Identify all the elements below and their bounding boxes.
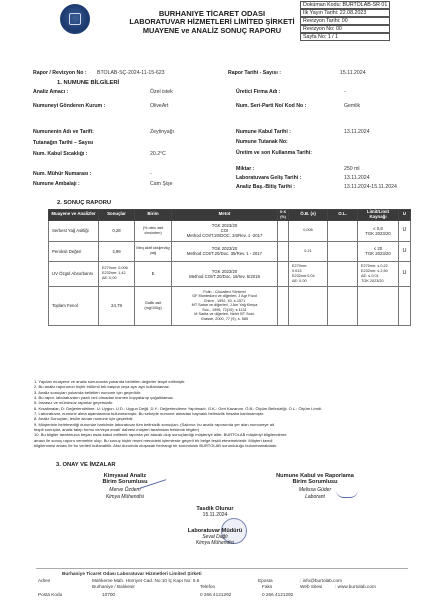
lab-arrival-date-label: Laboratuvara Geliş Tarihi : [236,175,302,181]
report-notes [34,379,414,448]
note-line: bilgilenmesi amacı ile bu verileri kullanabilir. Aksi durumda oluşacak herhangi bir sorumluluk BURTOLAB sorumluluğu bulunmamaktadır. [34,443,278,449]
acceptance-temp-value: 20.2°C [150,151,166,157]
table-row [49,286,411,325]
manufacturer-label: Üretici Firma Adı : [236,89,281,95]
footer-address-label: Adres [38,578,51,583]
col-uncertainty-header: Ö.B. (±) [289,210,328,221]
footer-address-line1: Mahkeme Mah. Hürriyet Cad. No:10 İç Kapı No: 5.6 [92,578,200,583]
evaluation-value: U [399,261,411,286]
limit-source-value: ≤ 20 TGK 2023/20 [358,241,399,261]
col-limit-of-measurement-header: O.L. [328,210,358,221]
method-value: TGK 2023/20 Method COI/T.20/Doc. 35/Rev. 1 - 2017 [172,241,278,261]
footer-phone-label: Telefon [200,584,216,589]
uncertainty-value [289,286,328,325]
sig-role: Kimya Mühendisi [105,493,145,500]
evaluation-value: U [399,220,411,241]
acceptance-temp-label: Num. Kabul Sıcaklığı : [33,151,88,157]
analysis-name: Peroksit Değeri [49,241,99,261]
note-line: 6. Kısaltmalar; D: Değerlendirilme. U: Uygun. U.D.: Uygun Değil. D.Y.: Değerlendirme Yapılmadı. G.K.: Geri Kazanım. Ö.B.: Ölçüm Belirsizliği. O.L.: Ölçüm Limiti. [34,405,322,411]
method-value: TGK 2023/20 Method COI/T.20/Doc. 19/rev. 5/2019 [172,261,278,286]
limit-of-measurement-value [328,261,358,286]
table-row [49,220,411,241]
unit-value: E [135,261,172,286]
note-line: 2. Bu analiz raporunun hiçbir bölümü tek başına veya ayrı ayrı kullanılamaz. [34,384,170,390]
batch-no-label: Num. Seri-Parti No/ Kod No : [236,103,307,109]
note-line: 7. Laboratuvar, numune alma aşamasında bulunmamıştır. Bu sebeple numune almadan kaynaklı belirsizlik hesaba katılmamıştır. [34,411,265,417]
evaluation-value: U [399,241,411,261]
sample-protocol-label: Numune Tutanak No: [236,139,288,145]
sender-org-label: Numuneyi Gönderen Kurum : [33,103,106,109]
sig-title: Kimyasal Analiz [103,473,147,479]
report-protocol-label: Tutanağın Tarihi – Sayısı [33,140,94,146]
col-limit-source-header: Limit/Limit Kaynağı [358,210,399,221]
note-line: 1. Yapılan muayene ve analiz sonucunda yukarıda belirtilen değerler tespit edilmiştir. [34,379,186,384]
analysis-name: UV Özgül Absorbansı [49,261,99,286]
packaging-label: Numune Ambalajı : [33,181,80,187]
acceptance-date-value: 13.11.2024 [344,129,370,135]
sig-name: Melissa Güder [298,487,332,494]
limit-of-measurement-value [328,220,358,241]
footer-email-label: Eposta [258,578,273,583]
footer-company: Burhaniye Ticaret Odası Laboratuvar Hizmetleri Limited Şirketi [62,571,202,576]
limit-source-value: ≤ 0,8 TGK 2023/20 [358,220,399,241]
recovery-value [278,241,289,261]
result-value: 24,79 [99,286,135,325]
limit-source-value: E270nm: ≤ 0,22 E232nm: ≤ 2,50 ΔE: ≤ 0,01 TGK 2023/20 [358,261,399,286]
unit-value: Gallik asit (mg/100g) [135,286,172,325]
sig-role: Kimya Mühendisi [195,540,235,547]
result-value: 0,28 [99,220,135,241]
col-unit-header: Birim [135,210,172,221]
manufacturer-value: - [344,89,346,95]
analysis-purpose-label: Analiz Amacı : [33,89,69,95]
report-no-value: BTOLAB-SÇ-2024-11-15-623 [97,70,165,76]
footer-postal-value: 10700 [102,592,116,597]
quantity-value: 250 ml [344,166,360,172]
sample-name-value: Zeytinyağı [150,129,174,135]
analysis-name: Serbest Yağ Asitliği [49,220,99,241]
company-name-line2: LABORATUVAR HİZMETLERİ LİMİTED ŞİRKETİ [129,17,295,26]
section-sample-info-title: 1. NUMUNE BİLGİLERİ [57,80,120,86]
footer-divider [36,568,408,569]
lab-manager-signature-block [150,528,280,547]
certified-title: Tasdik Olunur [196,506,234,512]
note-line: 9. Müşterinin belirtmediği durumlar haricinde laboratuvar tüm belirsizlik sonuçları. (Sakınız: bu analiz raporunda yer alan numuneye ait [34,421,275,427]
sig-role: Laborant [305,493,325,500]
uncertainty-value: E270nm: 0.013 E232nm:0.04 ΔE: 0.00 [289,261,328,286]
table-row [49,241,411,261]
footer-fax-label: Faks [262,584,273,589]
limit-of-measurement-value [328,241,358,261]
section-results-title: 2. SONUÇ RAPORU [57,200,112,206]
sig-title: Laboratuvar Müdürü [187,528,243,534]
acceptance-date-label: Numune Kabul Tarihi : [236,129,291,135]
certified-date: 15.11.2024 [202,512,228,519]
recovery-value [278,220,289,241]
result-value: 4,99 [99,241,135,261]
analysis-purpose-value: Özel istek [150,89,173,95]
production-expiry-label: Üretim ve son Kullanma Tarihi: [236,150,313,156]
revision-date: Revizyon Tarihi: 00 [300,17,390,25]
unit-value: Meq aktif oksijen/kg yağ [135,241,172,261]
table-header-row [49,210,411,221]
note-line: 8. Analiz Sonuçları, lesilm alınan numune için geçerlidir. [34,416,134,422]
footer-phone-value: 0 266 4121292 [200,592,232,597]
sample-acceptance-signature-block [250,473,380,500]
page-no: Sayfa No: 1 / 1 [300,33,390,41]
revision-no: Revizyon No: 00 [300,25,390,33]
table-row [49,261,411,286]
recovery-value [278,261,289,286]
quantity-label: Miktar : [236,166,255,172]
method-value: Folin - Ciocalteu Yöntemi GF Montedoro ve diğerleri, J Agr Food Chem , 1992, 40, s.1571 MT Satue ve diğerleri, J Am Yağ Kimya Soc., 1995, 72(10), s.1131 M Sarita ve diğerleri, Nehir BT Sost. Grasse, 2000, 77 (9), s. 585 [172,286,278,325]
limit-of-measurement-value [328,286,358,325]
packaging-value: Cam Şişe [150,181,173,187]
sample-name-label: Numunenin Adı ve Tarifi: [33,129,94,135]
note-line: tespit sonuçlar, analiz talep formu ve/veya email' dahresi müşteri tarafından beklendi bilgiler) [34,427,200,433]
uncertainty-value: 0,21 [289,241,328,261]
sig-title: Birim Sorumlusu [102,479,148,486]
col-method-header: Metot [172,210,278,221]
recovery-value [278,286,289,325]
sig-title: Numune Kabul ve Raporlama [276,473,354,479]
note-line: amacı ile sonuç raporu vermekte olup. Bu sonuç hiçbir resmi mercidebi işlemlerde geçerli bir belge teşkil etmemektedir. Müşteri kendi [34,437,273,443]
uncertainty-value: 0,006 [289,220,328,241]
footer-email-link[interactable]: : info@burtolab.com [300,578,343,583]
col-recovery-header: G K (%) [278,210,289,221]
batch-no-value: Gemlik [344,103,361,109]
result-value: E270nm: 0,006 E232nm: 1,42 ΔE: 0,00 [99,261,135,286]
lab-arrival-date-value: 13.11.2024 [344,175,370,181]
report-type-title: MUAYENE ve ANALİZ SONUÇ RAPORU [142,26,282,35]
report-date-value: 15.11.2024 [340,70,366,76]
note-line: 10. Bu bilgiler tarafımızca beyan esas kabul edilerek raporda yer alacak olup sonuçlardığı müşteriye aittir. BURTOLAB müşteriyi bilgilendirme [34,432,287,438]
unit-value: (% oleic asit cinsinden) [135,220,172,241]
doc-code: Doküman Kodu: BURTOLAB-SR 01 [300,1,390,9]
sender-org-value: OliveArt [150,103,169,109]
analysis-period-label: Analiz Baş.-Bitiş Tarihi : [236,184,295,190]
footer-fax-value: 0 266 4121292 [262,592,294,597]
note-line: 5. İmzasız ve mühürsüz raporlar geçersizdir. [34,400,114,406]
seal-no-label: Num. Mühür Numarası : [33,171,92,177]
report-no-label: Rapor / Revizyon No : [33,70,87,76]
analysis-name: Toplam Fenol [49,286,99,325]
section-approvals-title: 3. ONAY VE İMZALAR [56,462,116,468]
sig-name: Seval Dağlı [202,534,228,541]
footer-postal-label: Posta Kodu [38,592,63,597]
sig-name: Merve Özdem [109,487,141,494]
analysis-period-value: 13.11.2024-15.11.2024 [344,184,397,190]
col-evaluation-header: U [399,210,411,221]
sig-title: Birim Sorumlusu [292,479,338,486]
seal-no-value: - [150,171,152,177]
col-analysis-header: Muayene ve Analizler [49,210,99,221]
note-line: 4. Bu rapor, laboratuvarın yazılı izni olmadan kısmen kopyalanıp çoğaltılamaz. [34,395,174,401]
note-line: 3. Analiz sonuçları yukarıda belirtilen numune için geçerlidir. [34,389,142,395]
limit-source-value [358,286,399,325]
method-value: TGK 2023/20 COI Method COI/T.20/DOC. 34/Rev. 1 -2017 [172,220,278,241]
report-date-label: Rapor Tarihi - Sayısı : [228,70,281,76]
col-result-header: Sonuçlar [99,210,135,221]
evaluation-value [399,286,411,325]
footer-web-label: Web Sitesi [300,584,323,589]
results-table [48,209,411,326]
footer-web-link[interactable]: : www.burtolab.com [335,584,376,589]
certification-block [150,506,280,518]
footer-address-line2: Burhaniye / Balıkesir [92,584,135,589]
company-name-line1: BURHANIYE TİCARET ODASI [158,9,266,18]
first-publish-date: İlk Yayın Tarihi: 22.08.2023 [300,9,390,17]
